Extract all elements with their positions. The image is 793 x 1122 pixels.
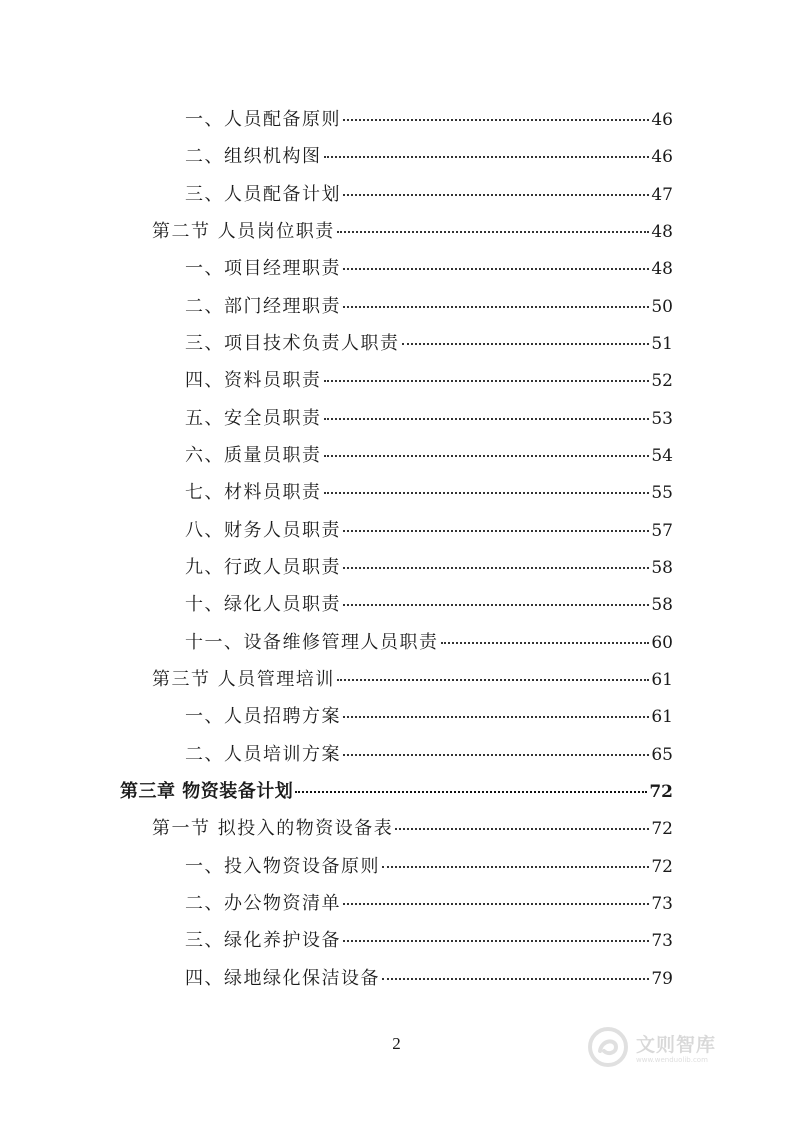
toc-entry-label: 三、项目技术负责人职责: [185, 333, 400, 354]
toc-entry-page: 61: [651, 670, 673, 690]
toc-entry-label: 九、行政人员职责: [185, 557, 341, 578]
toc-entry-page: 61: [651, 707, 673, 727]
toc-entry[interactable]: [185, 405, 673, 433]
toc-entry-label: 一、项目经理职责: [185, 258, 341, 279]
toc-entry-page: 79: [651, 969, 673, 989]
watermark-title: 文则智库: [636, 1034, 717, 1056]
toc-entry[interactable]: [185, 741, 673, 769]
toc-entry-page: 72: [649, 782, 673, 802]
dot-leader: [343, 902, 649, 905]
toc-entry[interactable]: [185, 181, 673, 209]
toc-section-entry[interactable]: [152, 666, 673, 694]
toc-entry-page: 52: [651, 371, 673, 391]
toc-entry-label: 十、绿化人员职责: [185, 594, 341, 615]
dot-leader: [343, 305, 649, 308]
toc-entry-page: 72: [651, 857, 673, 877]
toc-entry-page: 65: [651, 745, 673, 765]
toc-entry[interactable]: [185, 517, 673, 545]
toc-entry-page: 54: [651, 446, 673, 466]
dot-leader: [324, 454, 650, 457]
dot-leader: [382, 977, 649, 980]
toc-entry-label: 三、绿化养护设备: [185, 930, 341, 951]
toc-entry-page: 46: [651, 147, 673, 167]
dot-leader: [337, 678, 650, 681]
dot-leader: [324, 155, 650, 158]
toc-entry[interactable]: [185, 479, 673, 507]
toc-entry-page: 48: [651, 222, 673, 242]
watermark: [588, 1022, 758, 1072]
toc-entry-page: 53: [651, 409, 673, 429]
dot-leader: [382, 865, 649, 868]
toc-entry-page: 46: [651, 110, 673, 130]
toc-entry-label: 二、人员培训方案: [185, 744, 341, 765]
dot-leader: [324, 379, 650, 382]
dot-leader: [324, 491, 650, 494]
toc-entry-page: 73: [651, 894, 673, 914]
toc-entry-page: 73: [651, 931, 673, 951]
toc-entry-page: 47: [651, 185, 673, 205]
toc-entry[interactable]: [185, 890, 673, 918]
dot-leader: [324, 417, 650, 420]
toc-entry-label: 二、部门经理职责: [185, 296, 341, 317]
toc-entry-label: 十一、设备维修管理人员职责: [185, 632, 439, 653]
dot-leader: [343, 118, 649, 121]
toc-entry-label: 一、人员招聘方案: [185, 706, 341, 727]
toc-entry-page: 51: [651, 334, 673, 354]
dot-leader: [441, 641, 650, 644]
toc-entry-page: 58: [651, 595, 673, 615]
toc-entry-page: 72: [651, 819, 673, 839]
toc-entry-label: 四、资料员职责: [185, 370, 322, 391]
toc-entry-label: 三、人员配备计划: [185, 184, 341, 205]
dot-leader: [343, 529, 649, 532]
dot-leader: [395, 827, 649, 830]
toc-entry[interactable]: [185, 143, 673, 171]
toc-entry-label: 八、财务人员职责: [185, 520, 341, 541]
toc-entry-label: 一、人员配备原则: [185, 109, 341, 130]
toc-entry-page: 58: [651, 558, 673, 578]
toc-entry-label: 六、质量员职责: [185, 445, 322, 466]
dot-leader: [343, 753, 649, 756]
toc-entry[interactable]: [185, 853, 673, 881]
toc-entry[interactable]: [185, 367, 673, 395]
swirl-logo-icon: [588, 1027, 628, 1067]
page-number: 2: [392, 1034, 401, 1053]
toc-entry-label: 二、组织机构图: [185, 146, 322, 167]
toc-entry-label: 七、材料员职责: [185, 482, 322, 503]
toc-entry-label: 第二节 人员岗位职责: [152, 221, 335, 242]
dot-leader: [337, 230, 650, 233]
toc-entry-page: 60: [651, 633, 673, 653]
dot-leader: [343, 193, 649, 196]
toc-entry[interactable]: [185, 442, 673, 470]
toc-entry-label: 第三节 人员管理培训: [152, 669, 335, 690]
toc-entry-page: 55: [651, 483, 673, 503]
toc-entry[interactable]: [185, 255, 673, 283]
toc-entry[interactable]: [185, 927, 673, 955]
dot-leader: [343, 715, 649, 718]
toc-entry[interactable]: [185, 965, 673, 993]
toc-entry[interactable]: [185, 591, 673, 619]
toc-entry-label: 五、安全员职责: [185, 408, 322, 429]
dot-leader: [295, 790, 647, 793]
toc-entry-label: 二、办公物资清单: [185, 893, 341, 914]
toc-entry[interactable]: [185, 703, 673, 731]
toc-section-entry[interactable]: [152, 218, 673, 246]
dot-leader: [343, 603, 649, 606]
toc-entry-page: 48: [651, 259, 673, 279]
toc-entry-label: 四、绿地绿化保洁设备: [185, 968, 380, 989]
toc-entry[interactable]: [185, 293, 673, 321]
dot-leader: [343, 939, 649, 942]
dot-leader: [343, 566, 649, 569]
toc-entry-label: 第一节 拟投入的物资设备表: [152, 818, 394, 839]
toc-entry[interactable]: [185, 554, 673, 582]
toc-chapter-entry[interactable]: [120, 778, 673, 806]
toc-entry[interactable]: [185, 629, 673, 657]
dot-leader: [402, 342, 650, 345]
dot-leader: [343, 267, 649, 270]
watermark-url: www.wenduolib.com: [636, 1056, 708, 1064]
toc-entry-page: 50: [651, 297, 673, 317]
toc-entry-page: 57: [651, 521, 673, 541]
toc-section-entry[interactable]: [152, 815, 673, 843]
toc-entry[interactable]: [185, 106, 673, 134]
toc-entry[interactable]: [185, 330, 673, 358]
toc-entry-label: 第三章 物资装备计划: [120, 781, 294, 802]
toc-entry-label: 一、投入物资设备原则: [185, 856, 380, 877]
